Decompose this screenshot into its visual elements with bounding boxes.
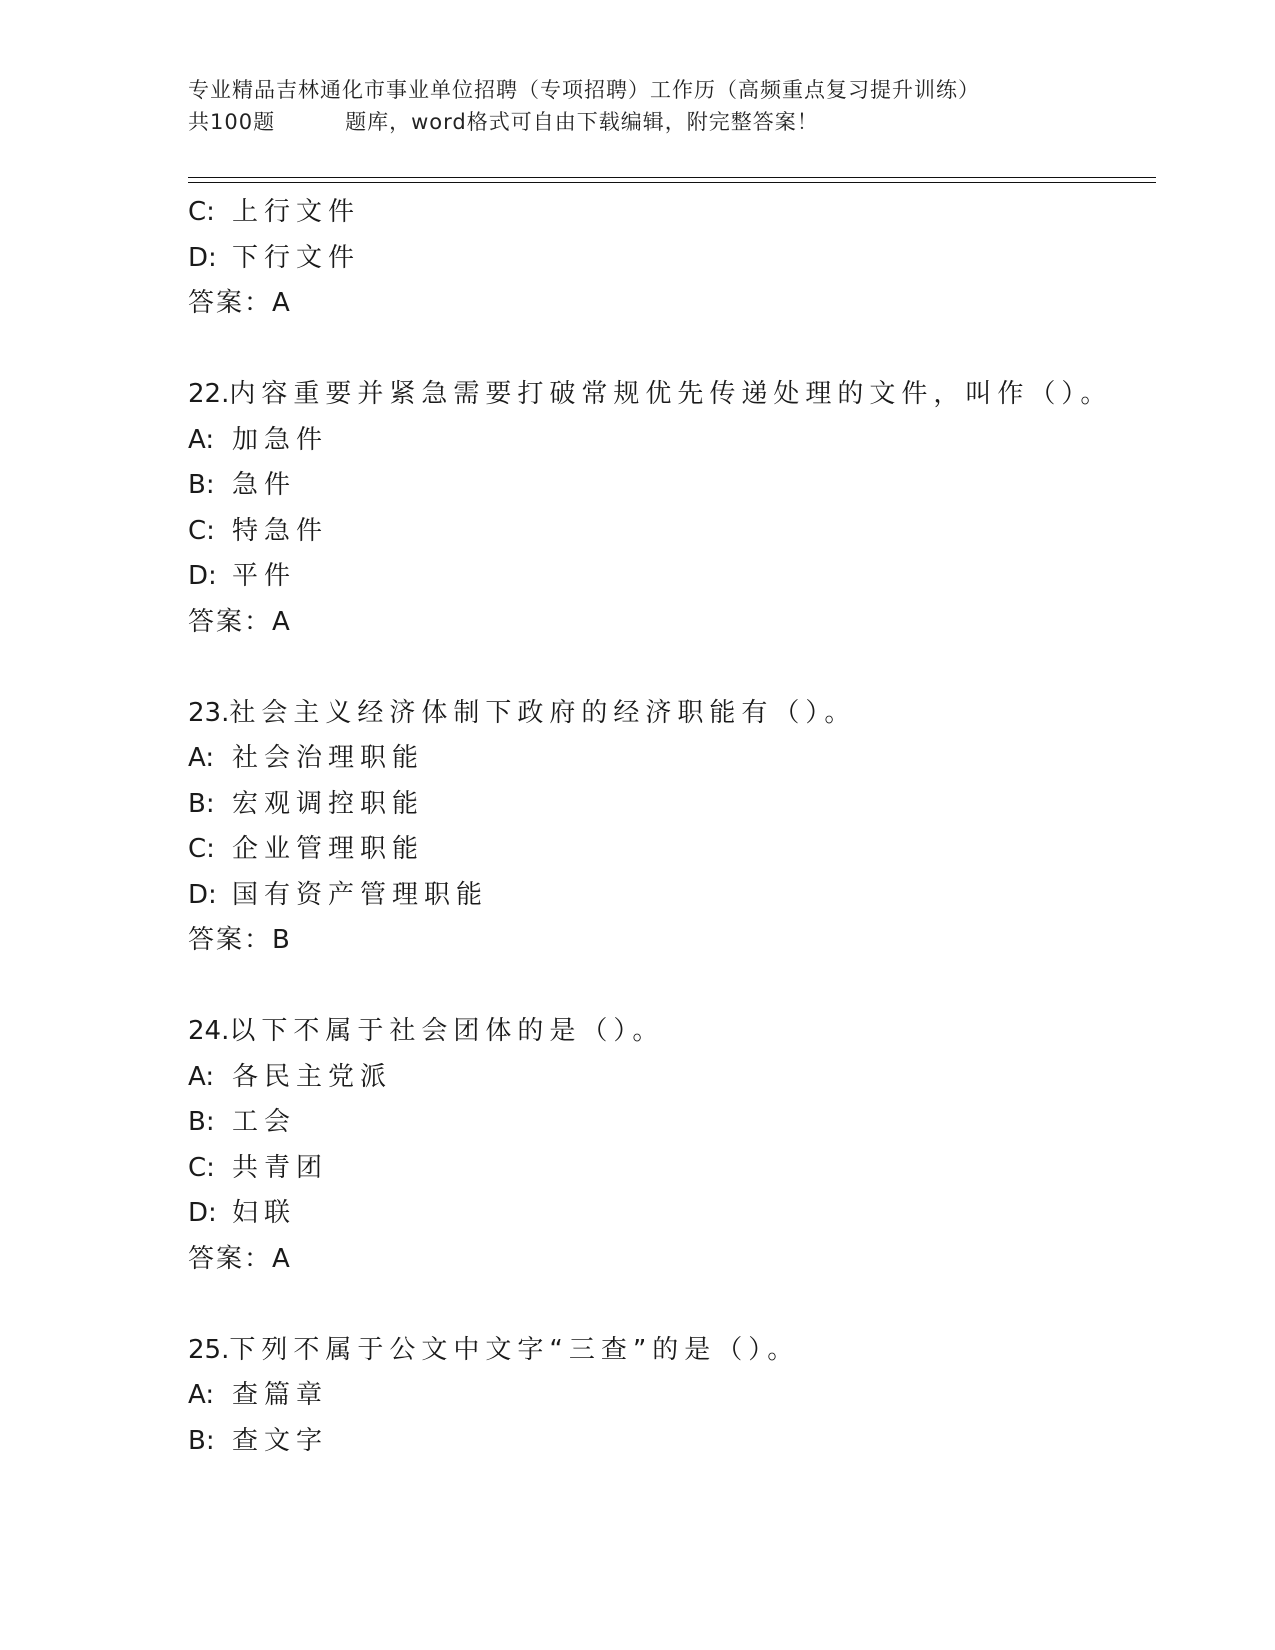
option-text: 下行文件 (232, 242, 361, 273)
option-text: 平件 (232, 561, 297, 591)
option-text: 加急件 (232, 424, 329, 455)
option-key: D: (188, 879, 217, 910)
answer-value: A (272, 1243, 292, 1274)
option-key: B: (188, 1425, 215, 1456)
option-text: 妇联 (232, 1198, 297, 1228)
header-divider-bottom (188, 182, 1156, 183)
option-key: D: (188, 242, 217, 273)
option-d (188, 873, 1148, 919)
question-text: 内容重要并紧急需要打破常规优先传递处理的文件，叫作（）。 (229, 379, 1113, 409)
option-c (188, 827, 1148, 873)
question-list (188, 190, 1148, 1464)
option-d (188, 236, 1148, 282)
option-b (188, 1419, 1148, 1465)
question-text: 以下不属于社会团体的是（）。 (229, 1016, 665, 1046)
answer-label: 答案： (188, 1243, 273, 1274)
option-a (188, 1055, 1148, 1101)
option-a (188, 736, 1148, 782)
page-header (188, 74, 1088, 138)
question-stem (188, 372, 1148, 418)
option-d (188, 1191, 1148, 1237)
answer-label: 答案： (188, 925, 273, 955)
option-b (188, 1100, 1148, 1146)
option-b (188, 463, 1148, 509)
partial-question (188, 190, 1148, 327)
header-title-line: 专业精品吉林通化市事业单位招聘（专项招聘）工作历（高频重点复习提升训练） (188, 78, 980, 102)
question-24 (188, 1009, 1148, 1282)
option-text: 共青团 (232, 1152, 329, 1183)
option-key: C: (188, 197, 215, 227)
option-text: 上行文件 (232, 197, 361, 227)
answer-line (188, 600, 1148, 646)
option-a (188, 1373, 1148, 1419)
option-key: A: (188, 1380, 215, 1410)
header-description: 题库，word格式可自由下载编辑，附完整答案！ (345, 110, 819, 134)
question-23 (188, 691, 1148, 964)
answer-line (188, 281, 1148, 327)
option-c (188, 190, 1148, 236)
option-b (188, 782, 1148, 828)
option-a (188, 418, 1148, 464)
option-key: D: (188, 561, 217, 591)
option-text: 急件 (232, 470, 297, 500)
option-c (188, 509, 1148, 555)
option-d (188, 554, 1148, 600)
option-text: 企业管理职能 (232, 834, 425, 864)
option-key: B: (188, 1107, 215, 1137)
option-c (188, 1146, 1148, 1192)
option-text: 国有资产管理职能 (232, 879, 489, 910)
option-key: C: (188, 834, 215, 864)
header-question-count: 共100题 (188, 110, 276, 134)
option-key: C: (188, 1152, 215, 1183)
answer-label: 答案： (188, 606, 273, 637)
answer-label: 答案： (188, 288, 273, 318)
option-text: 查篇章 (232, 1380, 329, 1410)
question-25 (188, 1328, 1148, 1465)
option-text: 查文字 (232, 1425, 329, 1456)
option-key: C: (188, 515, 215, 546)
option-key: B: (188, 470, 215, 500)
header-divider-top (188, 177, 1156, 178)
option-key: D: (188, 1198, 217, 1228)
question-number: 25. (188, 1334, 230, 1365)
question-number: 24. (188, 1016, 230, 1046)
answer-value: A (272, 606, 292, 637)
option-key: A: (188, 743, 215, 773)
question-number: 23. (188, 697, 230, 728)
header-subtitle-line (188, 106, 1088, 138)
option-text: 工会 (232, 1107, 297, 1137)
question-text: 下列不属于公文中文字“三查”的是（）。 (229, 1334, 800, 1365)
option-text: 特急件 (232, 515, 329, 546)
answer-value: B (272, 925, 292, 955)
option-key: A: (188, 424, 215, 455)
question-stem (188, 1009, 1148, 1055)
question-stem (188, 1328, 1148, 1374)
option-text: 宏观调控职能 (232, 788, 425, 819)
answer-value: A (272, 288, 292, 318)
question-22 (188, 372, 1148, 645)
answer-line (188, 1237, 1148, 1283)
option-text: 社会治理职能 (232, 743, 425, 773)
option-text: 各民主党派 (232, 1061, 393, 1092)
option-key: A: (188, 1061, 215, 1092)
question-stem (188, 691, 1148, 737)
question-number: 22. (188, 379, 230, 409)
question-text: 社会主义经济体制下政府的经济职能有（）。 (229, 697, 857, 728)
option-key: B: (188, 788, 215, 819)
answer-line (188, 918, 1148, 964)
